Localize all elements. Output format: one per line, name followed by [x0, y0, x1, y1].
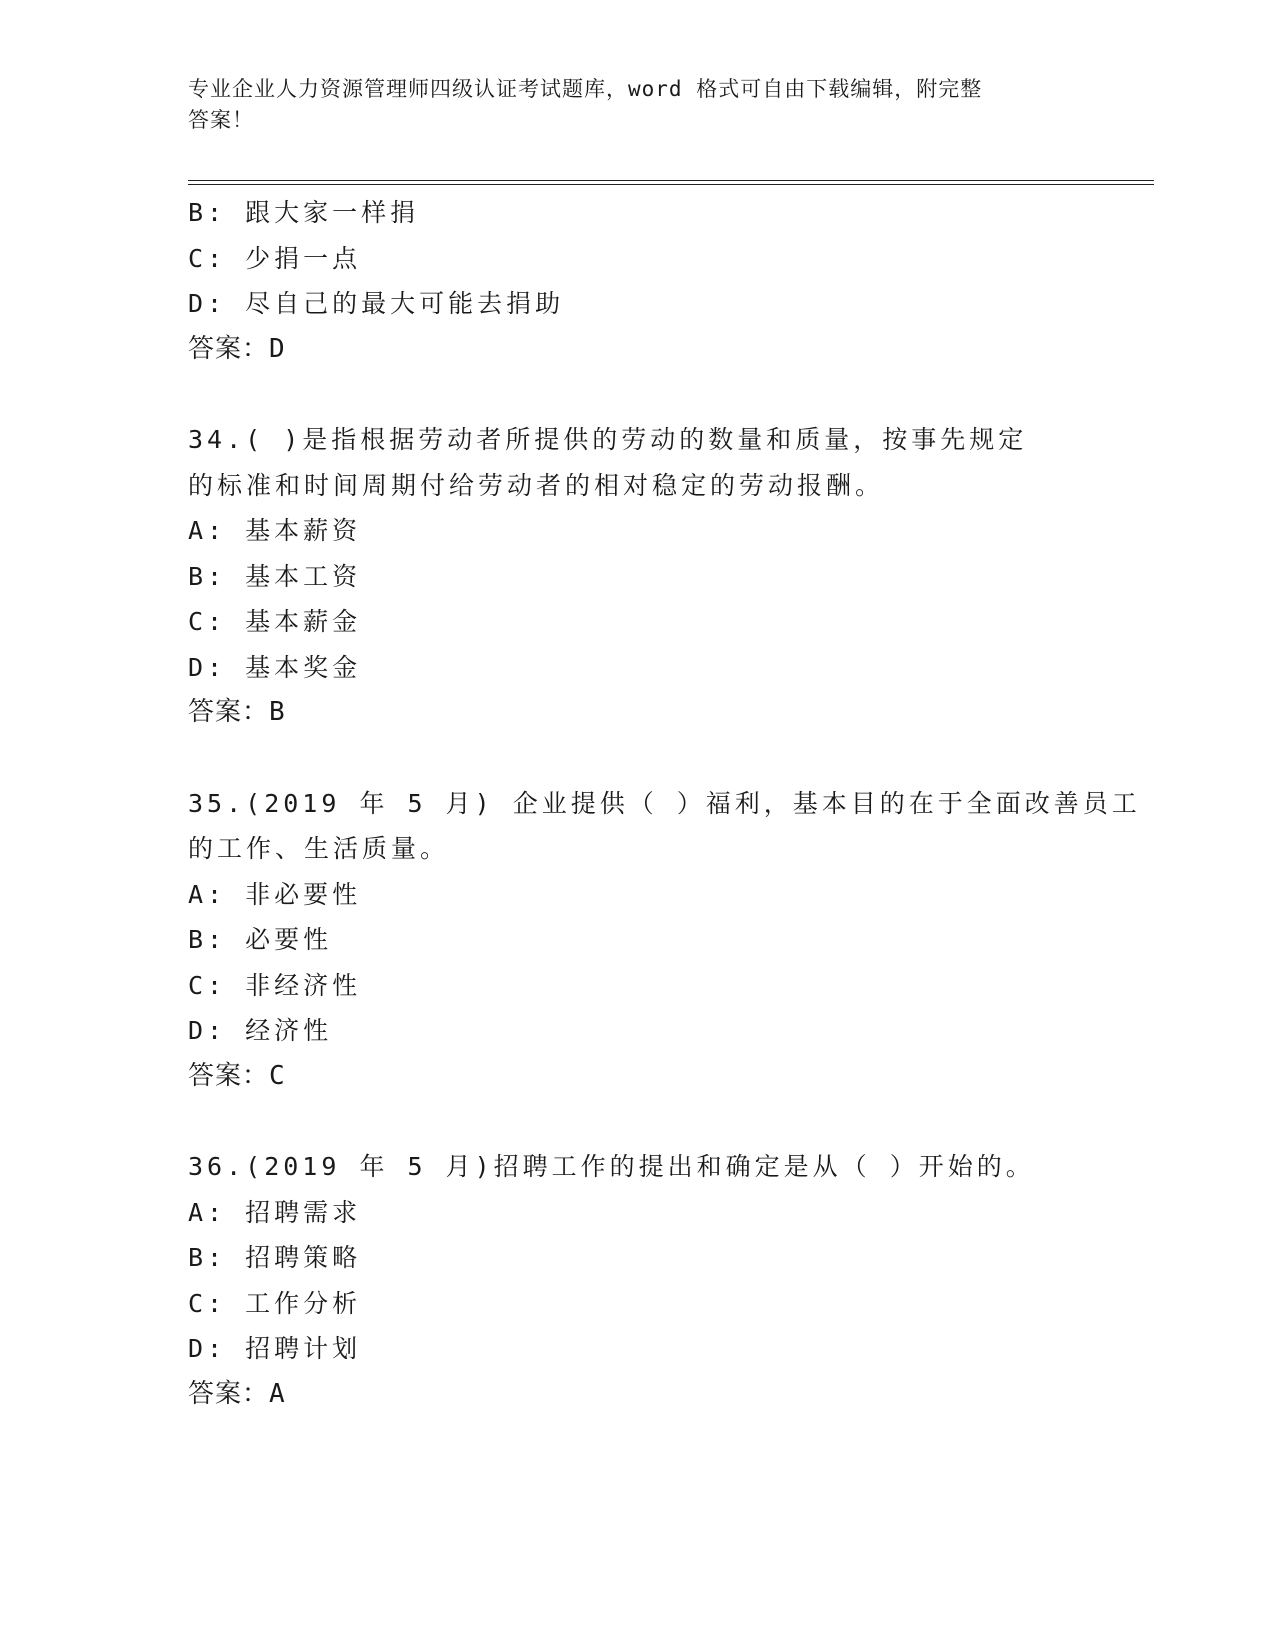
answer-value: C [269, 1060, 286, 1091]
document-header [188, 74, 1068, 136]
question-list [188, 190, 1141, 1417]
question-stem-cont: 的工作、生活质量。 [188, 834, 450, 863]
question-36 [188, 1144, 1108, 1417]
option-d: D: 经济性 [188, 1016, 333, 1045]
answer-value: A [269, 1378, 286, 1409]
option-c: C: 基本薪金 [188, 607, 362, 636]
option-a: A: 基本薪资 [188, 516, 362, 545]
answer-value: B [269, 697, 286, 727]
option-b: B: 招聘策略 [188, 1243, 362, 1272]
option-d: D: 基本奖金 [188, 652, 362, 682]
option-c: C: 少捐一点 [188, 243, 362, 273]
option-a: A: 招聘需求 [188, 1197, 362, 1227]
answer-line [188, 1372, 1108, 1418]
answer-line [188, 690, 1108, 736]
header-line-1: 专业企业人力资源管理师四级认证考试题库，word 格式可自由下载编辑，附完整 [188, 77, 983, 101]
question-34 [188, 417, 1108, 736]
question-stem: 35.(2019 年 5 月) 企业提供（ ）福利，基本目的在于全面改善员工 [188, 788, 1141, 818]
question-stem: 34.( )是指根据劳动者所提供的劳动的数量和质量，按事先规定 [188, 425, 1028, 454]
header-rule-top [188, 180, 1154, 181]
answer-label: 答案： [188, 1060, 270, 1091]
answer-line [188, 1054, 1108, 1100]
option-c: C: 非经济性 [188, 970, 362, 1000]
question-stem-cont: 的标准和时间周期付给劳动者的相对稳定的劳动报酬。 [188, 470, 885, 500]
header-rule-bottom [188, 184, 1154, 185]
answer-label: 答案： [188, 1378, 270, 1409]
answer-label: 答案： [188, 697, 270, 727]
option-a: A: 非必要性 [188, 879, 362, 909]
question-33 [188, 190, 1108, 372]
option-c: C: 工作分析 [188, 1288, 362, 1318]
answer-label: 答案： [188, 333, 270, 364]
option-d: D: 招聘计划 [188, 1334, 362, 1363]
answer-value: D [269, 333, 286, 364]
option-b: B: 跟大家一样捐 [188, 198, 420, 227]
answer-line [188, 327, 1108, 373]
option-b: B: 基本工资 [188, 561, 362, 591]
option-b: B: 必要性 [188, 925, 333, 954]
question-stem: 36.(2019 年 5 月)招聘工作的提出和确定是从（ ）开始的。 [188, 1152, 1035, 1181]
question-35 [188, 781, 1141, 1100]
option-d: D: 尽自己的最大可能去捐助 [188, 289, 565, 318]
header-line-2: 答案！ [188, 108, 254, 132]
